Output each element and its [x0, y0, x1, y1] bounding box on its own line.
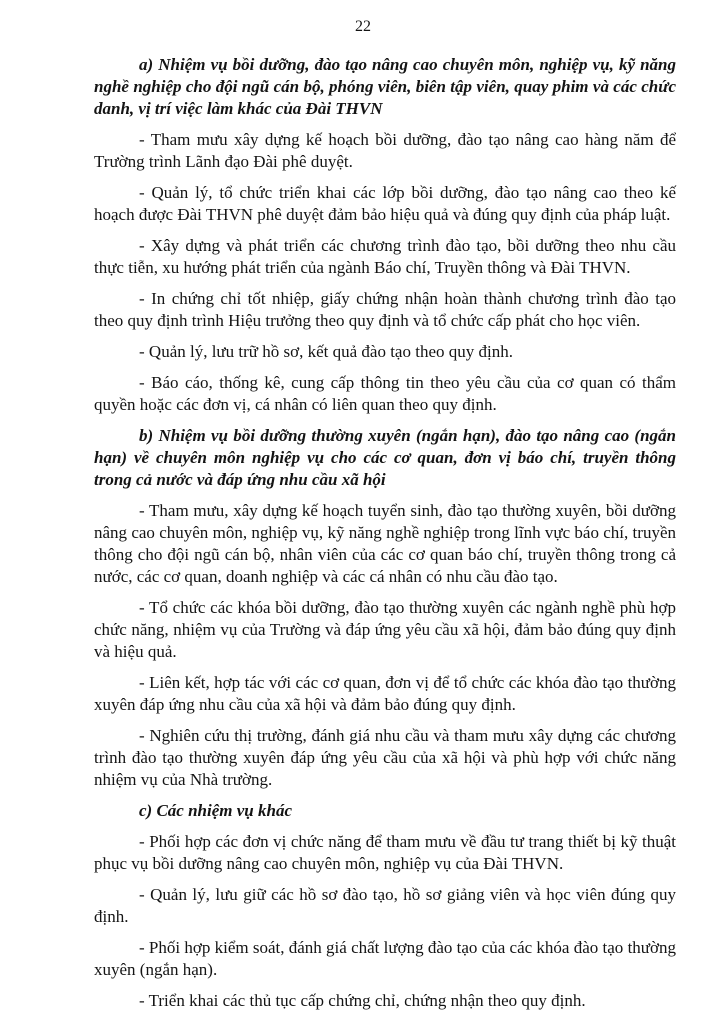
paragraph: - Triển khai các thủ tục cấp chứng chỉ, chứng nhận theo quy định. — [139, 991, 586, 1010]
page-number: 22 — [355, 18, 371, 35]
paragraph: - Tổ chức các khóa bồi dưỡng, đào tạo thường xuyên các ngành nghề phù hợp chức năng, nhiệm vụ của Trường và đáp ứng yêu cầu xã hội, đảm bảo đúng quy định và hiệu quả. — [94, 598, 676, 661]
paragraph: - Quản lý, lưu giữ các hồ sơ đào tạo, hồ sơ giảng viên và học viên đúng quy định. — [94, 885, 676, 926]
section-heading: a) Nhiệm vụ bồi dưỡng, đào tạo nâng cao chuyên môn, nghiệp vụ, kỹ năng nghề nghiệp cho đội ngũ cán bộ, phóng viên, biên tập viên, quay phim và các chức danh, vị trí việc làm khác của Đài THVN — [94, 55, 676, 118]
paragraph: - Báo cáo, thống kê, cung cấp thông tin theo yêu cầu của cơ quan có thẩm quyền hoặc các đơn vị, cá nhân có liên quan theo quy định. — [94, 373, 676, 414]
section-c — [94, 800, 676, 1012]
paragraph: - Phối hợp kiểm soát, đánh giá chất lượng đào tạo của các khóa đào tạo thường xuyên (ngắn hạn). — [94, 938, 676, 979]
section-heading: b) Nhiệm vụ bồi dưỡng thường xuyên (ngắn hạn), đào tạo nâng cao (ngắn hạn) về chuyên môn nghiệp vụ cho các cơ quan, đơn vị báo chí, truyền thông trong cả nước và đáp ứng nhu cầu xã hội — [94, 426, 676, 489]
paragraph: - Phối hợp các đơn vị chức năng để tham mưu về đầu tư trang thiết bị kỹ thuật phục vụ bồi dưỡng nâng cao chuyên môn, nghiệp vụ của Đài THVN. — [94, 832, 676, 873]
paragraph: - Liên kết, hợp tác với các cơ quan, đơn vị để tổ chức các khóa đào tạo thường xuyên đáp ứng nhu cầu của xã hội và đảm bảo đúng quy định. — [94, 673, 676, 714]
paragraph: - Xây dựng và phát triển các chương trình đào tạo, bồi dưỡng theo nhu cầu thực tiễn, xu hướng phát triển của ngành Báo chí, Truyền thông và Đài THVN. — [94, 236, 676, 277]
paragraph: - Tham mưu xây dựng kế hoạch bồi dưỡng, đào tạo nâng cao hàng năm để Trường trình Lãnh đạo Đài phê duyệt. — [94, 130, 676, 171]
paragraph: - Tham mưu, xây dựng kế hoạch tuyển sinh, đào tạo thường xuyên, bồi dưỡng nâng cao chuyên môn, nghiệp vụ, kỹ năng nghề nghiệp trong lĩnh vực báo chí, truyền thông cho đội ngũ cán bộ, nhân viên của các cơ quan báo chí, truyền thông trong cả nước, các cơ quan, doanh nghiệp và các cá nhân có nhu cầu đào tạo. — [94, 501, 676, 586]
paragraph: - Nghiên cứu thị trường, đánh giá nhu cầu và tham mưu xây dựng các chương trình đào tạo thường xuyên đáp ứng yêu cầu của xã hội và phù hợp với chức năng nhiệm vụ của Nhà trường. — [94, 726, 676, 789]
paragraph: - In chứng chỉ tốt nhiệp, giấy chứng nhận hoàn thành chương trình đào tạo theo quy định trình Hiệu trưởng theo quy định và tổ chức cấp phát cho học viên. — [94, 289, 676, 330]
paragraph: - Quản lý, tổ chức triển khai các lớp bồi dưỡng, đào tạo nâng cao theo kế hoạch được Đài THVN phê duyệt đảm bảo hiệu quả và đúng quy định của pháp luật. — [94, 183, 676, 224]
section-a — [94, 54, 676, 416]
section-heading: c) Các nhiệm vụ khác — [139, 801, 292, 820]
paragraph: - Quản lý, lưu trữ hồ sơ, kết quả đào tạo theo quy định. — [139, 342, 513, 361]
document-body — [94, 54, 676, 1021]
section-b — [94, 425, 676, 791]
